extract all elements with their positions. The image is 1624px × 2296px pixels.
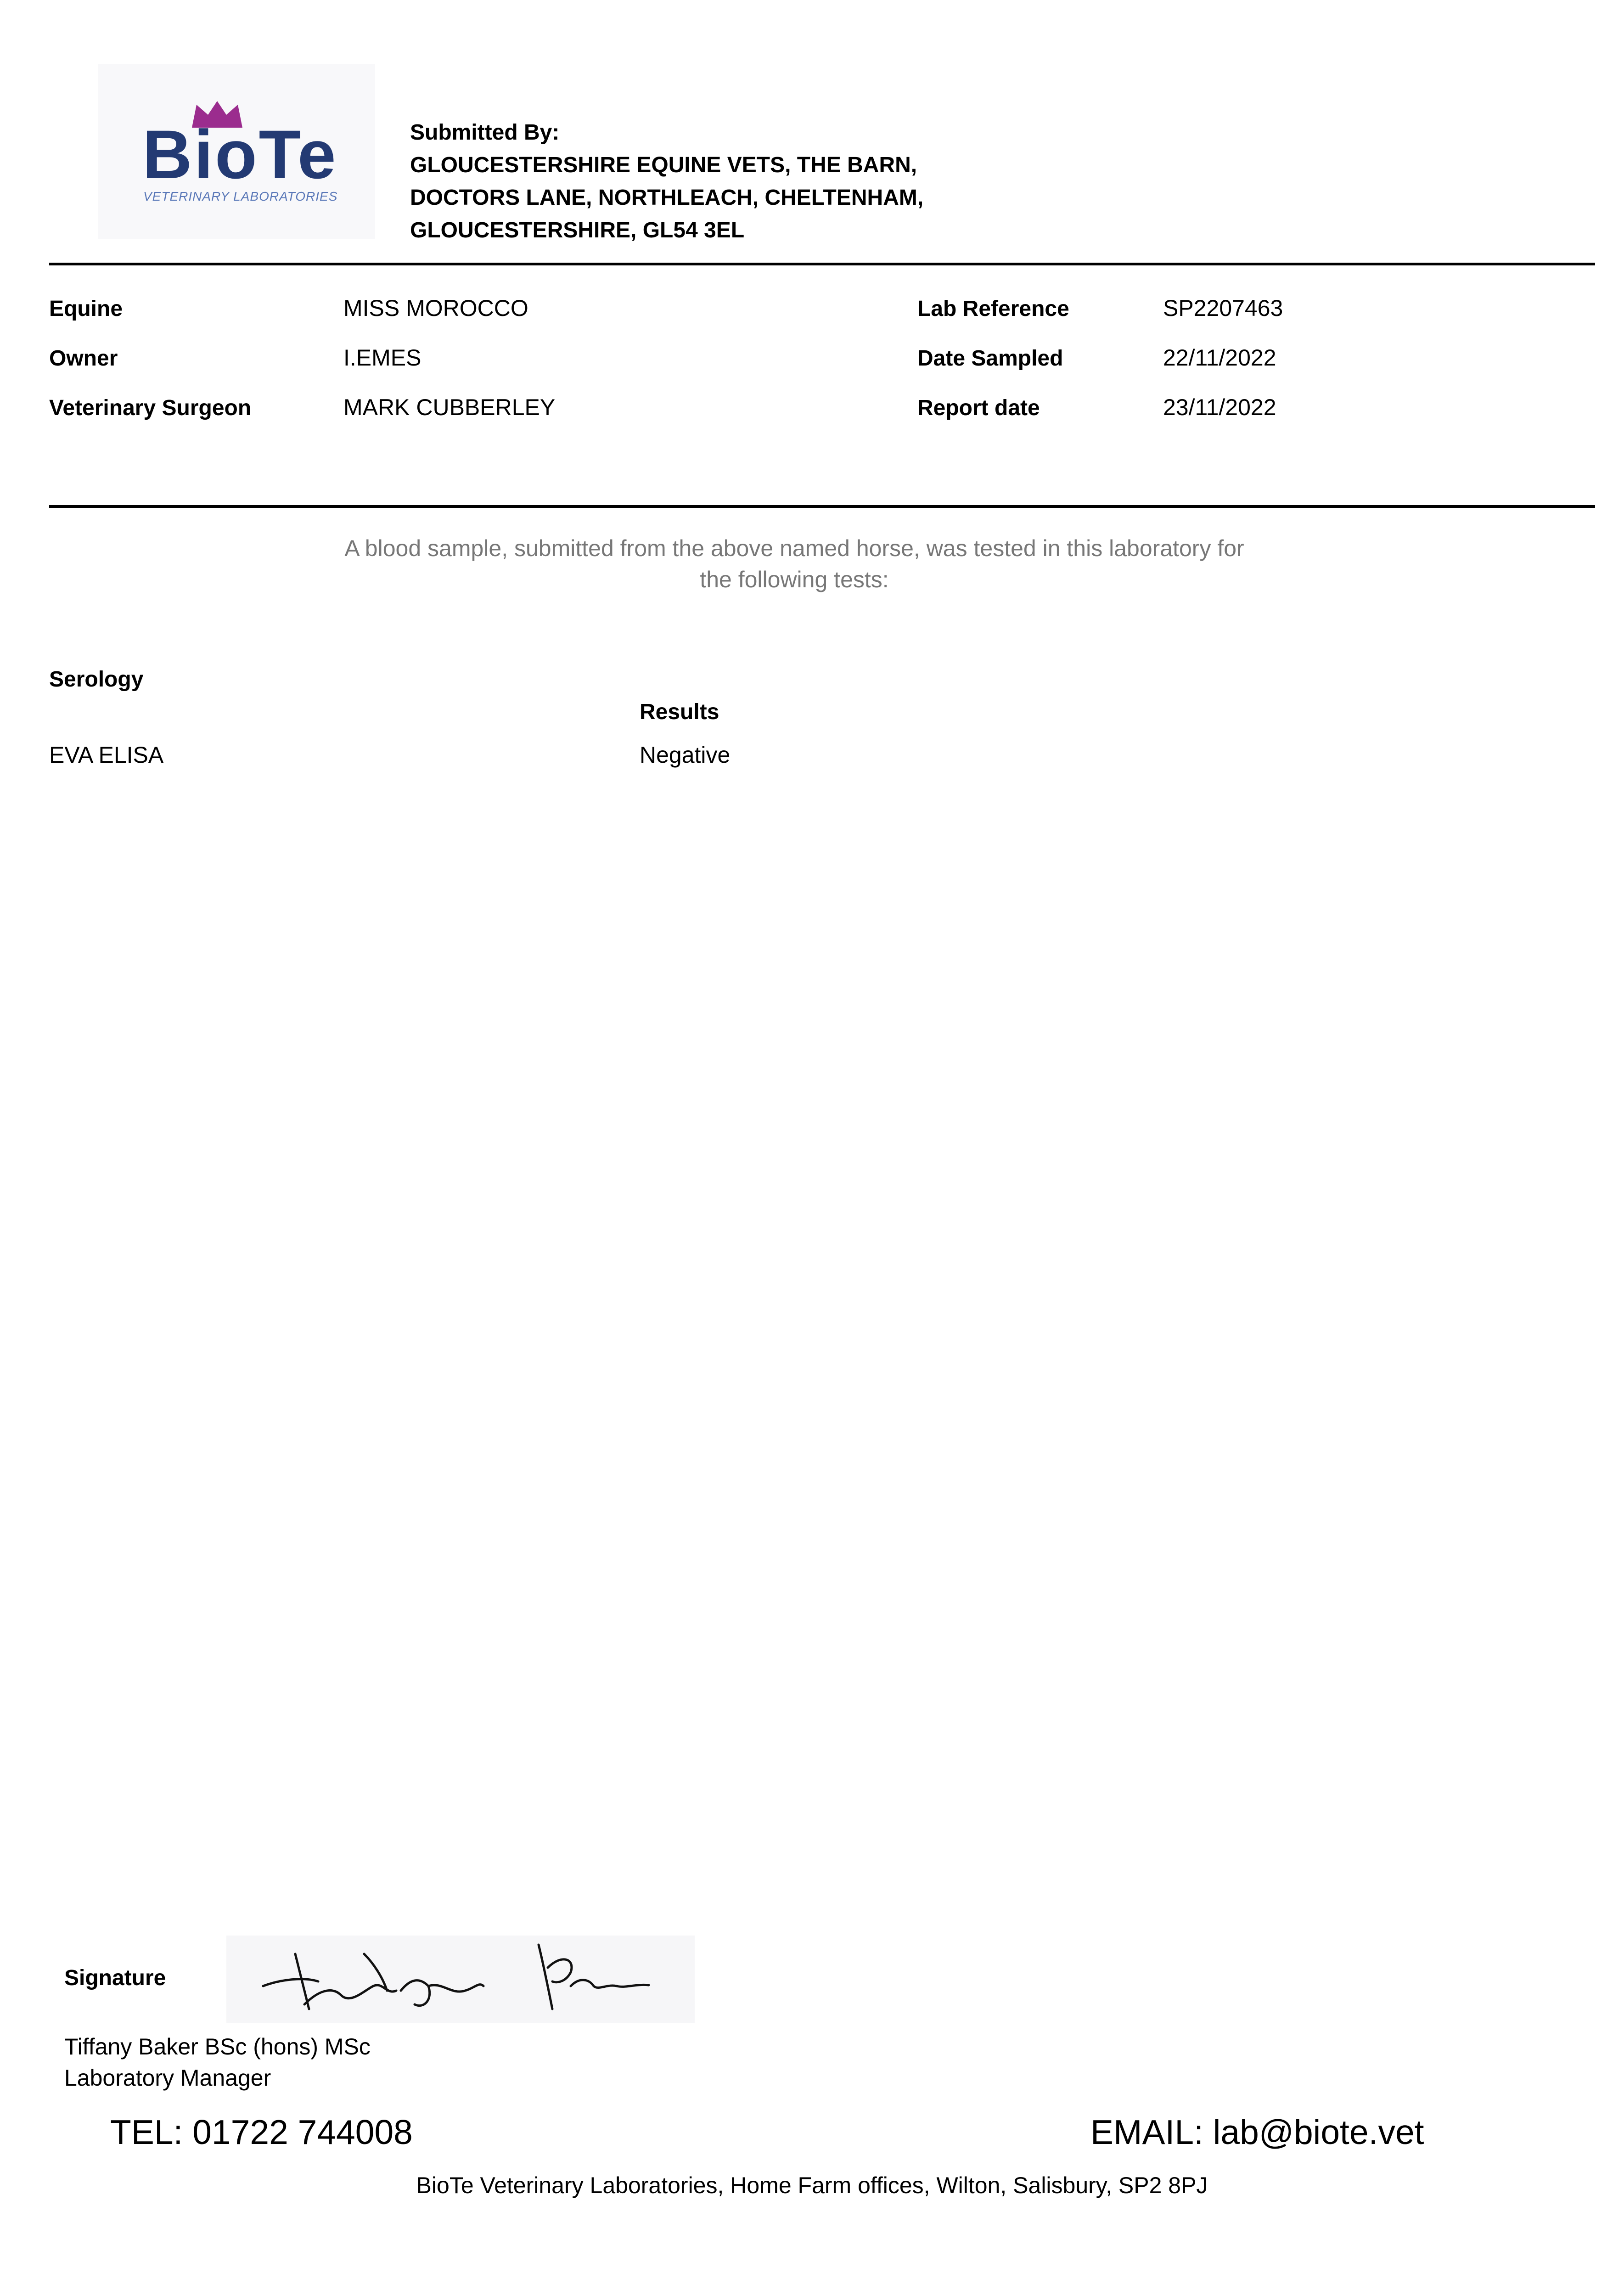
footer-address: BioTe Veterinary Laboratories, Home Farm offices, Wilton, Salisbury, SP2 8PJ xyxy=(416,2172,1208,2198)
submitted-by-label: Submitted By: xyxy=(410,120,560,145)
submitted-by xyxy=(410,116,923,247)
vet-label: Veterinary Surgeon xyxy=(49,396,252,420)
signatory-title: Laboratory Manager xyxy=(64,2065,271,2091)
lab-reference-label: Lab Reference xyxy=(917,297,1069,321)
intro-line: the following tests: xyxy=(700,567,889,592)
signatory-name: Tiffany Baker BSc (hons) MSc xyxy=(64,2034,371,2060)
divider xyxy=(49,263,1595,265)
date-sampled-value: 22/11/2022 xyxy=(1163,345,1276,371)
submitted-by-line: DOCTORS LANE, NORTHLEACH, CHELTENHAM, xyxy=(410,186,924,210)
vet-value: MARK CUBBERLEY xyxy=(343,394,556,420)
divider xyxy=(49,505,1595,508)
section-title: Serology xyxy=(49,667,144,692)
footer-email: EMAIL: lab@biote.vet xyxy=(1090,2113,1424,2151)
owner-value: I.EMES xyxy=(343,345,421,371)
test-name: EVA ELISA xyxy=(49,742,164,768)
report-date-value: 23/11/2022 xyxy=(1163,394,1276,420)
results-header: Results xyxy=(640,700,719,724)
lab-reference-value: SP2207463 xyxy=(1163,295,1283,321)
owner-label: Owner xyxy=(49,346,118,371)
submitted-by-line: GLOUCESTERSHIRE, GL54 3EL xyxy=(410,218,745,242)
report-date-label: Report date xyxy=(917,396,1040,420)
logo-brand: BioTe xyxy=(142,116,338,193)
footer-tel: TEL: 01722 744008 xyxy=(110,2113,413,2151)
equine-value: MISS MOROCCO xyxy=(343,295,528,321)
submitted-by-line: GLOUCESTERSHIRE EQUINE VETS, THE BARN, xyxy=(410,153,917,177)
signature-label: Signature xyxy=(64,1966,166,1990)
logo-tagline: VETERINARY LABORATORIES xyxy=(143,189,338,203)
test-result: Negative xyxy=(640,742,731,768)
intro-text xyxy=(275,533,1313,595)
date-sampled-label: Date Sampled xyxy=(917,346,1063,371)
intro-line: A blood sample, submitted from the above named horse, was tested in this laboratory for xyxy=(344,535,1244,561)
equine-label: Equine xyxy=(49,297,123,321)
signature-image xyxy=(226,1936,695,2023)
signature-scribble xyxy=(226,1936,695,2023)
